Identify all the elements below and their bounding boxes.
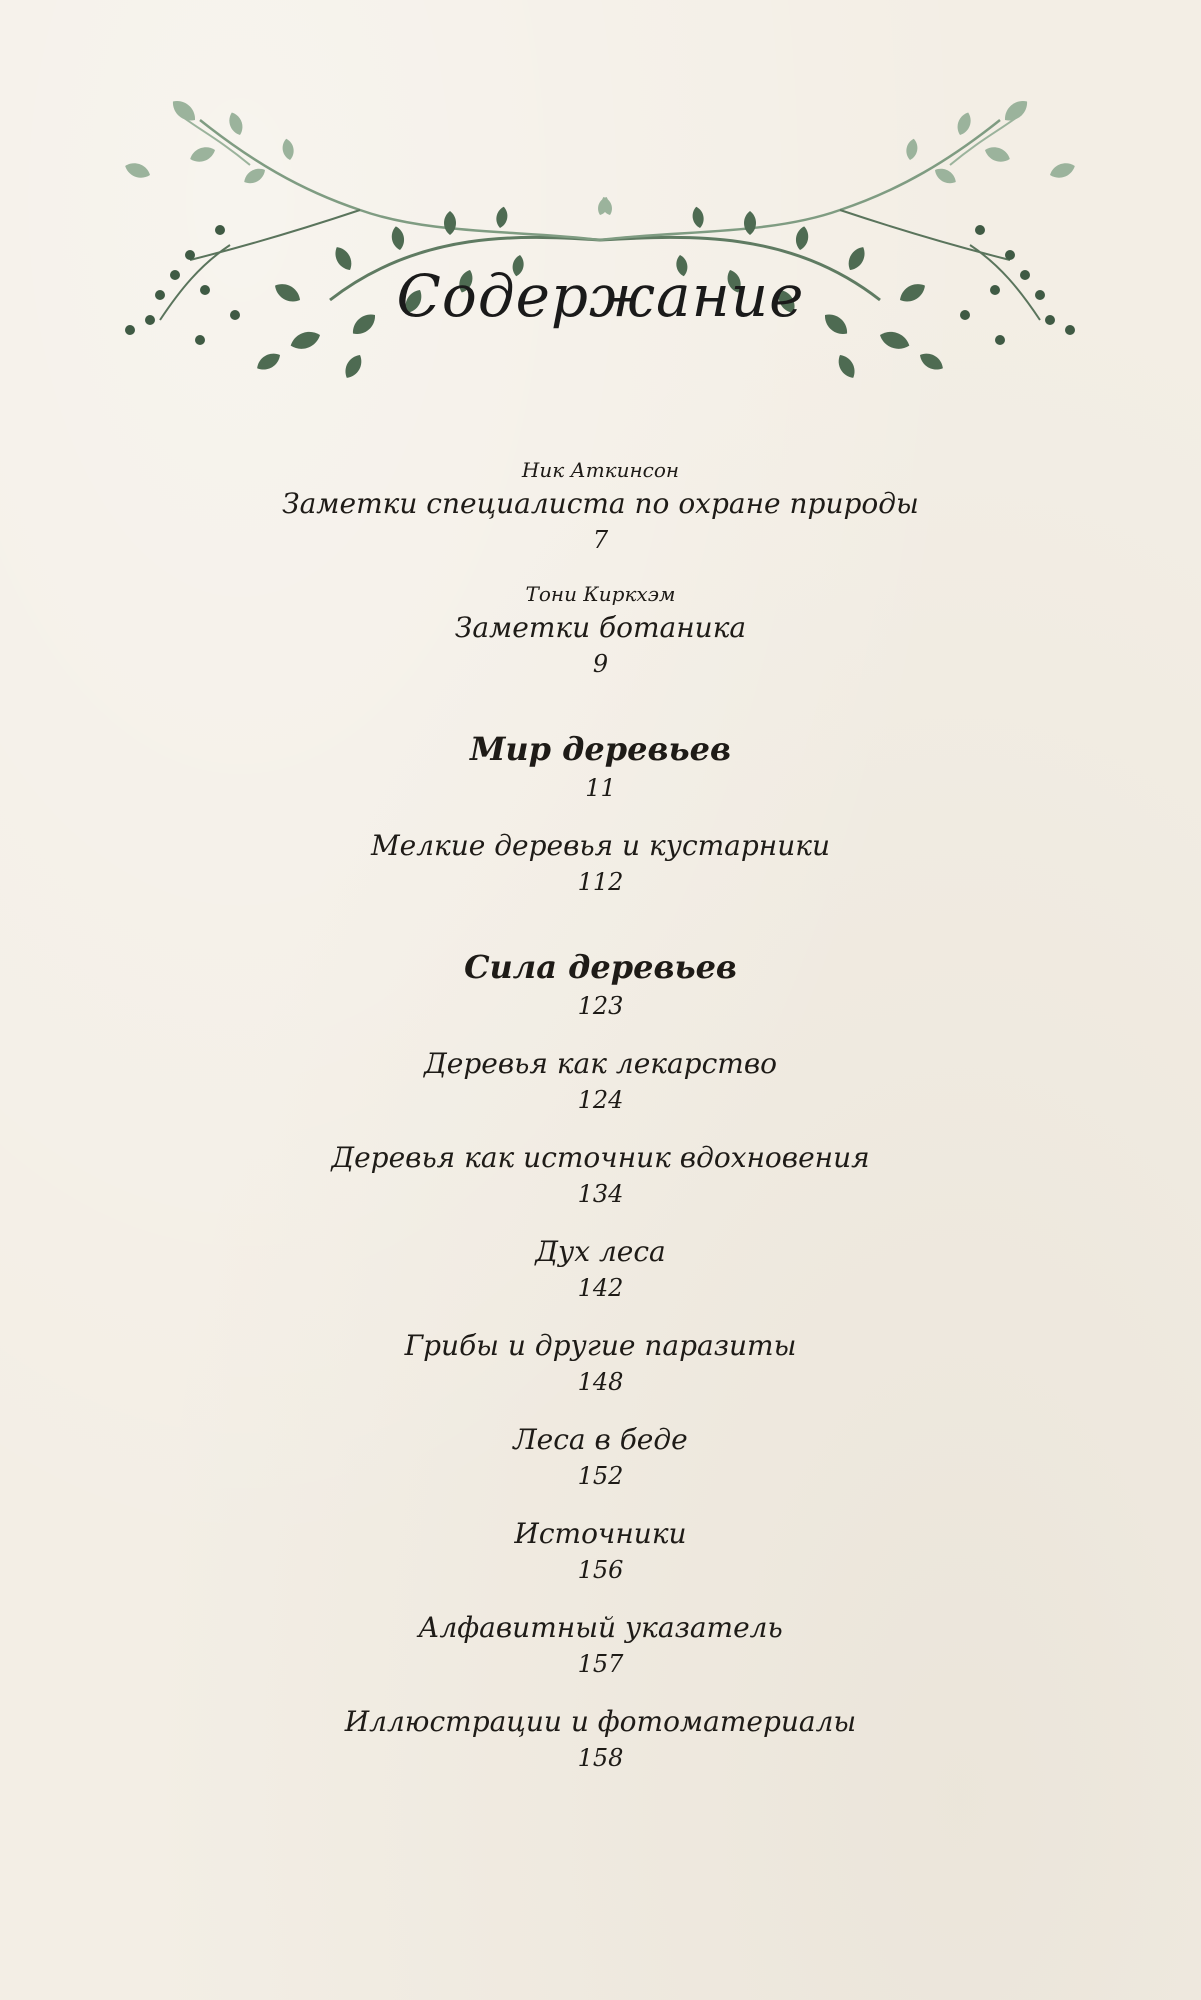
chapter-title: Мелкие деревья и кустарники (370, 829, 831, 862)
chapter-page: 156 (577, 1556, 624, 1584)
chapter-entry[interactable] (0, 1609, 1201, 1681)
entry-title: Заметки ботаника (454, 611, 747, 644)
table-of-contents (0, 455, 1201, 1775)
chapter-page: 152 (577, 1462, 624, 1490)
chapter-entry[interactable] (0, 1703, 1201, 1775)
part-entry[interactable] (0, 945, 1201, 1023)
entry-page: 7 (592, 526, 609, 554)
chapter-entry[interactable] (0, 1139, 1201, 1211)
part-page: 123 (577, 992, 624, 1020)
chapter-title: Дух леса (535, 1235, 666, 1268)
chapter-page: 158 (577, 1744, 624, 1772)
intro-entry[interactable] (0, 579, 1201, 681)
chapter-page: 124 (577, 1086, 624, 1114)
chapter-title: Алфавитный указатель (418, 1611, 783, 1644)
chapter-page: 134 (577, 1180, 624, 1208)
chapter-entry[interactable] (0, 1233, 1201, 1305)
intro-entry[interactable] (0, 455, 1201, 557)
part-entry[interactable] (0, 727, 1201, 805)
chapter-title: Грибы и другие паразиты (404, 1329, 797, 1362)
entry-author: Тони Киркхэм (525, 582, 676, 606)
toc-heading: Содержание (396, 262, 805, 330)
part-title: Сила деревьев (464, 948, 737, 986)
chapter-title: Леса в беде (513, 1423, 688, 1456)
chapter-entry[interactable] (0, 1421, 1201, 1493)
chapter-title: Источники (514, 1517, 687, 1550)
chapter-entry[interactable] (0, 1045, 1201, 1117)
chapter-entry[interactable] (0, 827, 1201, 899)
part-page: 11 (585, 774, 616, 802)
chapter-entry[interactable] (0, 1327, 1201, 1399)
leaf-wreath-decoration (0, 0, 1201, 440)
entry-title: Заметки специалиста по охране природы (282, 487, 919, 520)
chapter-title: Деревья как лекарство (424, 1047, 777, 1080)
part-title: Мир деревьев (469, 730, 732, 768)
chapter-page: 142 (577, 1274, 624, 1302)
chapter-page: 112 (577, 868, 624, 896)
chapter-title: Деревья как источник вдохновения (331, 1141, 870, 1174)
entry-author: Ник Аткинсон (521, 458, 680, 482)
entry-page: 9 (592, 650, 609, 678)
chapter-page: 157 (577, 1650, 624, 1678)
chapter-entry[interactable] (0, 1515, 1201, 1587)
chapter-title: Иллюстрации и фотоматериалы (344, 1705, 857, 1738)
chapter-page: 148 (577, 1368, 624, 1396)
